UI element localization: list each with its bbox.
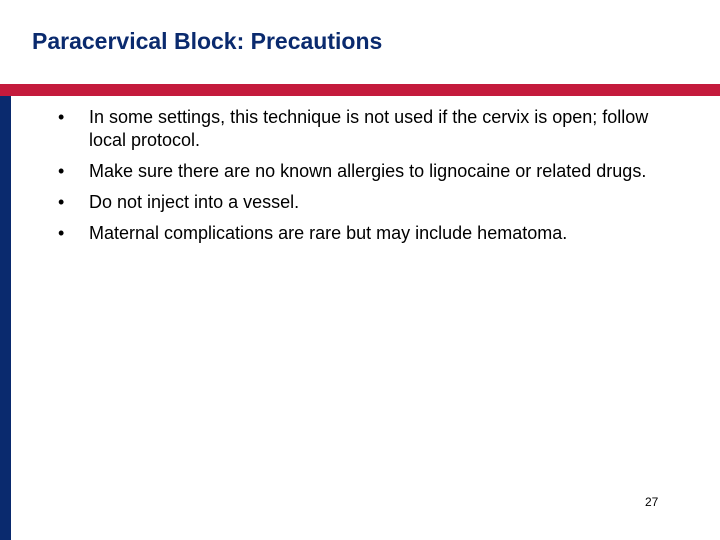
bullet-item xyxy=(58,160,668,183)
bullet-text: Make sure there are no known allergies to lignocaine or related drugs. xyxy=(89,161,647,181)
page-number: 27 xyxy=(645,495,659,509)
slide-title: Paracervical Block: Precautions xyxy=(32,28,383,54)
bullet-icon: • xyxy=(58,107,65,127)
bullet-icon: • xyxy=(58,192,65,212)
bullet-icon: • xyxy=(58,223,65,243)
bullet-text: Do not inject into a vessel. xyxy=(89,192,300,212)
bullet-text: Maternal complications are rare but may include hematoma. xyxy=(89,223,568,243)
left-accent-bar xyxy=(0,96,11,540)
header-divider-bar xyxy=(0,84,720,96)
bullet-item xyxy=(58,222,668,245)
bullet-text: In some settings, this technique is not used if the cervix is open; follow local protocol. xyxy=(89,107,649,150)
bullet-list xyxy=(58,106,668,253)
bullet-item xyxy=(58,106,668,152)
bullet-icon: • xyxy=(58,161,65,181)
bullet-item xyxy=(58,191,668,214)
